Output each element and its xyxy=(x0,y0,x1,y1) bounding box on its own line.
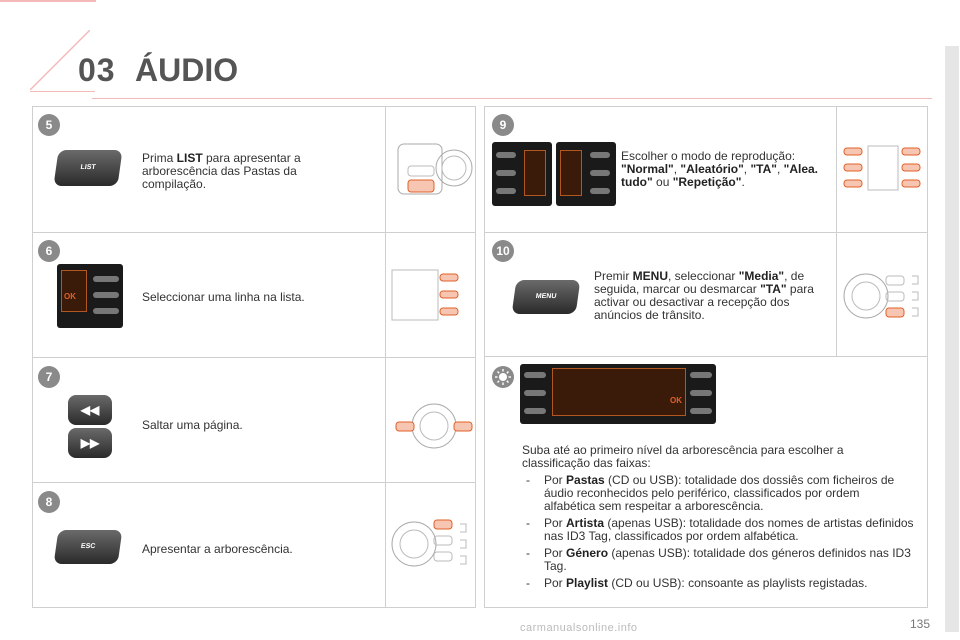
step-9-text: Escolher o modo de reprodução: "Normal", "Aleatório", "TA", "Alea. tudo" ou "Repetição". xyxy=(621,149,818,189)
step-badge-6: 6 xyxy=(38,240,60,262)
classification-list xyxy=(522,474,914,590)
step-7-text: Saltar uma página. xyxy=(142,418,243,432)
step-6-text: Seleccionar uma linha na lista. xyxy=(142,290,305,304)
select-line-panel xyxy=(57,264,123,328)
mode-panel-right xyxy=(556,142,616,206)
list-item: - Por Pastas (CD ou USB): totalidade dos dossiês com ficheiros de áudio reconhecidos pelo periférico, classificados por ordem alfabética sem respeitar a arborescência. xyxy=(522,474,914,513)
ok-label: OK xyxy=(64,292,76,301)
page-number: 135 xyxy=(910,617,931,631)
step-badge-7: 7 xyxy=(38,366,60,388)
display-diagram-6 xyxy=(390,264,474,326)
list-button: LIST xyxy=(53,150,122,186)
menu-button: MENU xyxy=(512,280,581,314)
mode-display-diagram xyxy=(842,142,924,198)
step-8-text: Apresentar a arborescência. xyxy=(142,542,293,556)
classification-display-panel xyxy=(520,364,716,424)
step-badge-8: 8 xyxy=(38,491,60,513)
watermark: carmanualsonline.info xyxy=(520,622,638,634)
lightbulb-tip-icon xyxy=(492,366,514,388)
esc-console-diagram xyxy=(390,514,474,574)
menu-console-diagram xyxy=(842,266,924,326)
right-column-divider xyxy=(836,107,837,356)
fast-forward-button: ▶▶ xyxy=(68,428,112,458)
skip-console-diagram xyxy=(392,396,474,458)
esc-button: ESC xyxy=(54,530,123,564)
step-10-text: Premir MENU, seleccionar "Media", de seguida, marcar ou desmarcar "TA" para activar ou desactivar a recepção dos anúncios de trânsito. xyxy=(594,269,814,322)
list-button-console-diagram xyxy=(396,136,474,200)
step-badge-5: 5 xyxy=(38,114,60,136)
left-divider-2 xyxy=(33,357,475,358)
step-5-text: Prima LIST para apresentar a arborescência das Pastas da compilação. xyxy=(142,151,301,191)
step-badge-10: 10 xyxy=(492,240,514,262)
right-divider-2 xyxy=(485,356,927,357)
tip-text xyxy=(522,444,914,594)
chapter-number: 03 xyxy=(78,52,116,88)
list-item: - Por Artista (apenas USB): totalidade dos nomes de artistas definidos nas ID3 Tag, classificados por ordem alfabética. xyxy=(522,517,914,543)
header-rule-left xyxy=(30,91,95,92)
right-divider-1 xyxy=(485,232,927,233)
page-edge-bar xyxy=(945,46,959,632)
header-rule-top xyxy=(0,0,96,2)
tip-intro: Suba até ao primeiro nível da arborescência para escolher a classificação das faixas: xyxy=(522,443,844,470)
left-divider-3 xyxy=(33,482,475,483)
mode-panel-left xyxy=(492,142,552,206)
header-rule xyxy=(92,98,932,99)
list-item: - Por Género (apenas USB): totalidade dos géneros definidos nas ID3 Tag. xyxy=(522,547,914,573)
left-divider-1 xyxy=(33,232,475,233)
step-badge-9: 9 xyxy=(492,114,514,136)
rewind-button: ◀◀ xyxy=(68,395,112,425)
screen-ok-label: OK xyxy=(670,396,682,405)
chapter-title: ÁUDIO xyxy=(135,52,239,88)
list-item: - Por Playlist (CD ou USB): consoante as playlists registadas. xyxy=(522,577,914,590)
